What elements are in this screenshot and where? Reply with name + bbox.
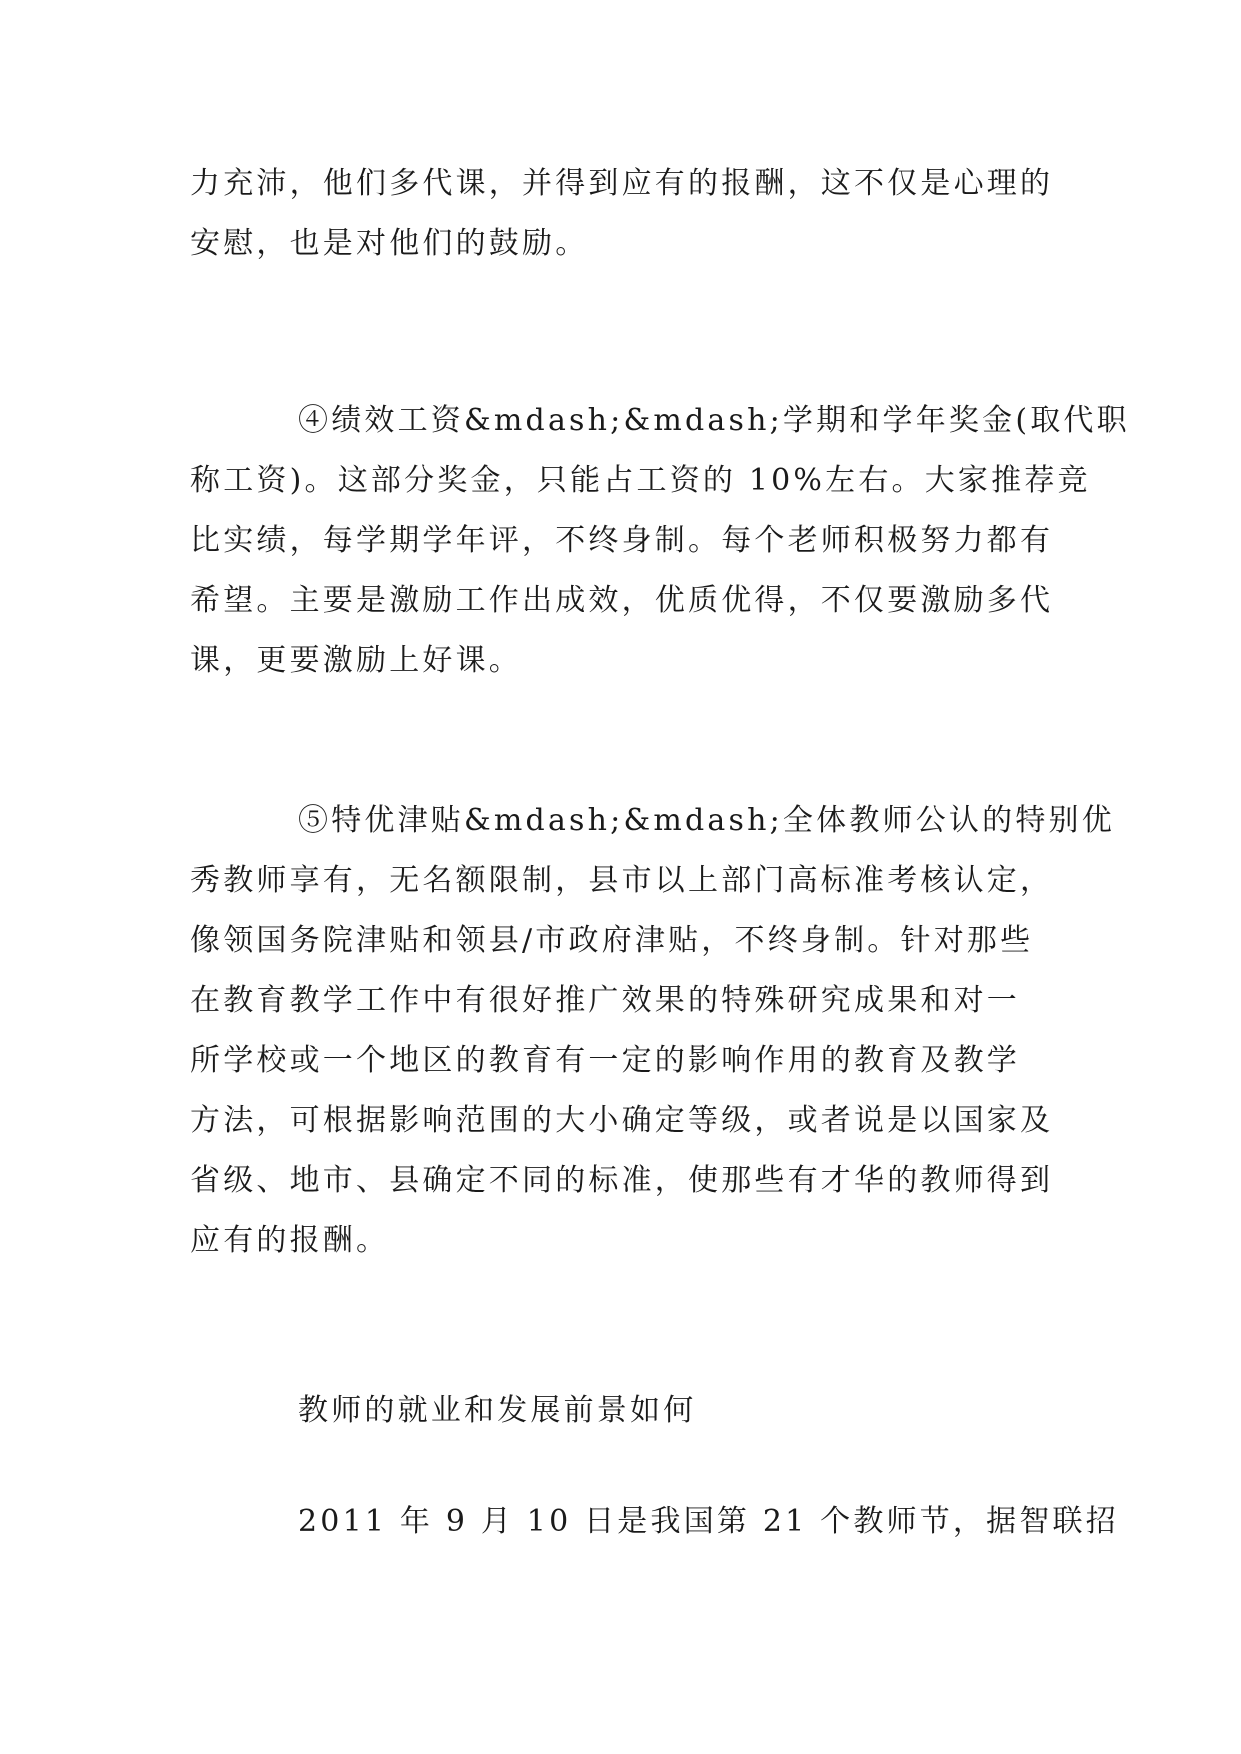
paragraph-line: 省级、地市、县确定不同的标准，使那些有才华的教师得到 bbox=[190, 1163, 1054, 1198]
paragraph-continuation bbox=[190, 154, 1070, 274]
paragraph-line: ⑤特优津贴&mdash;&mdash;全体教师公认的特别优 bbox=[298, 803, 1115, 838]
paragraph-line: 像领国务院津贴和领县/市政府津贴，不终身制。针对那些 bbox=[190, 923, 1034, 958]
paragraph-line: 2011 年 9 月 10 日是我国第 21 个教师节，据智联招 bbox=[298, 1504, 1119, 1539]
paragraph-line: 课，更要激励上好课。 bbox=[190, 643, 522, 678]
paragraph-line: 方法，可根据影响范围的大小确定等级，或者说是以国家及 bbox=[190, 1103, 1054, 1138]
paragraph-line: 在教育教学工作中有很好推广效果的特殊研究成果和对一 bbox=[190, 983, 1020, 1018]
paragraph-line: 秀教师享有，无名额限制，县市以上部门高标准考核认定， bbox=[190, 863, 1054, 898]
paragraph-line: 希望。主要是激励工作出成效，优质优得，不仅要激励多代 bbox=[190, 583, 1054, 618]
paragraph-line: ④绩效工资&mdash;&mdash;学期和学年奖金(取代职 bbox=[298, 403, 1130, 438]
paragraph-line: 称工资)。这部分奖金，只能占工资的 10%左右。大家推荐竞 bbox=[190, 463, 1091, 498]
paragraph-special-allowance bbox=[190, 791, 1115, 1271]
section-heading-block bbox=[190, 1381, 1070, 1441]
paragraph-line: 比实绩，每学期学年评，不终身制。每个老师积极努力都有 bbox=[190, 523, 1054, 558]
paragraph-teachers-day bbox=[190, 1492, 1119, 1552]
paragraph-line: 所学校或一个地区的教育有一定的影响作用的教育及教学 bbox=[190, 1043, 1020, 1078]
section-heading: 教师的就业和发展前景如何 bbox=[298, 1393, 697, 1428]
paragraph-line: 力充沛，他们多代课，并得到应有的报酬，这不仅是心理的 bbox=[190, 166, 1054, 201]
paragraph-performance-pay bbox=[190, 391, 1130, 691]
paragraph-line: 安慰，也是对他们的鼓励。 bbox=[190, 226, 589, 261]
paragraph-line: 应有的报酬。 bbox=[190, 1223, 390, 1258]
